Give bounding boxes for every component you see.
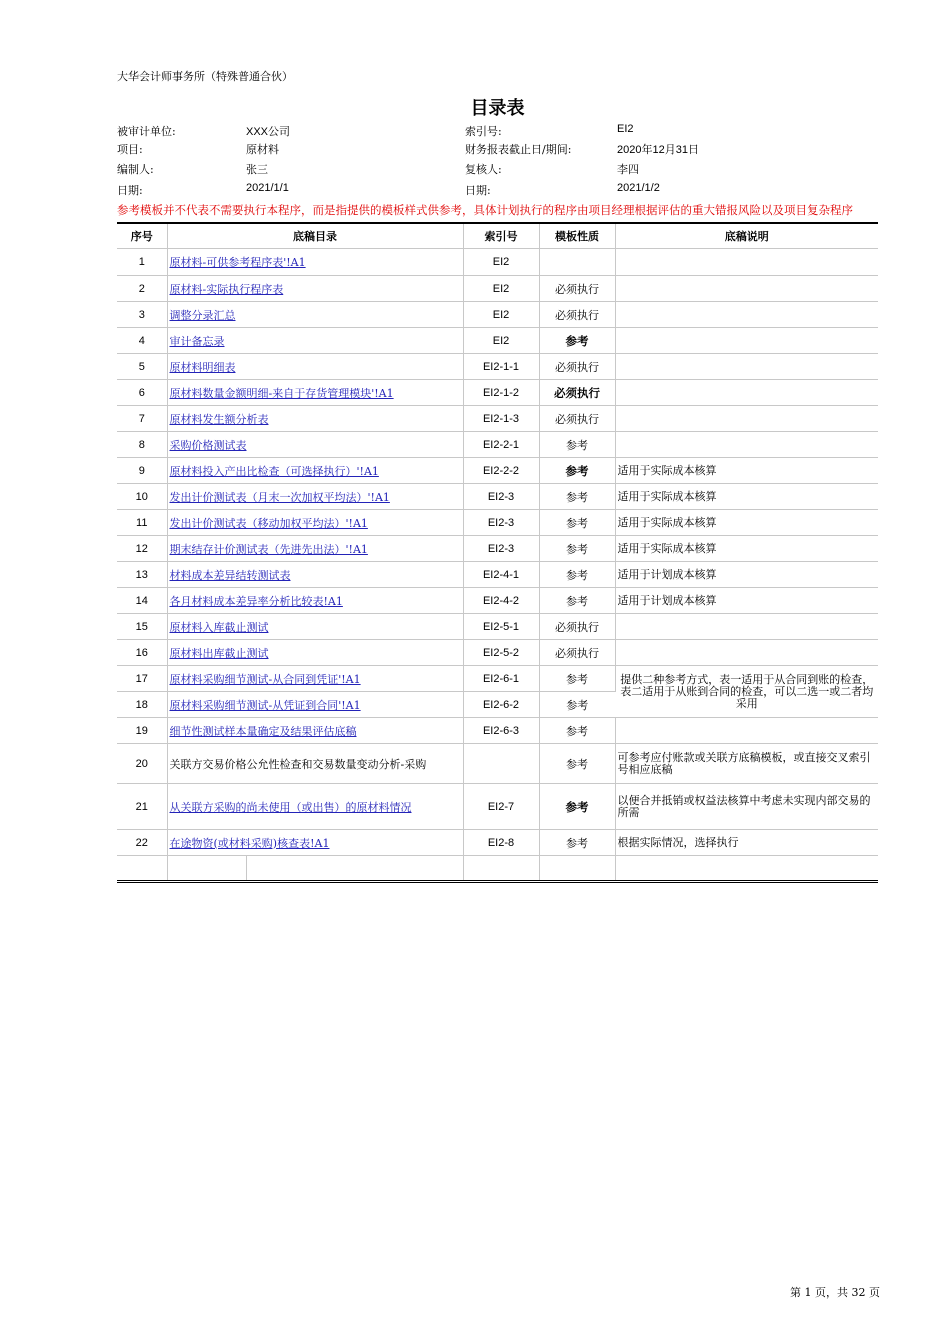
row-name-cell	[167, 276, 463, 302]
workpaper-link[interactable]: 原材料投入产出比检查（可选择执行）'!A1	[169, 464, 379, 478]
row-no: 22	[117, 830, 167, 856]
table-row	[117, 588, 878, 614]
row-nature: 参考	[539, 718, 615, 744]
row-no: 18	[117, 692, 167, 718]
workpaper-name: 关联方交易价格公允性检查和交易数量变动分析-采购	[169, 757, 427, 771]
table-row	[117, 458, 878, 484]
row-no: 19	[117, 718, 167, 744]
row-index: EI2-2-2	[463, 458, 539, 484]
reviewer-value: 李四	[617, 163, 639, 176]
row-desc	[615, 249, 878, 276]
row-desc	[615, 354, 878, 380]
table-row	[117, 744, 878, 784]
col-desc: 底稿说明	[615, 223, 878, 249]
row-name-cell	[167, 510, 463, 536]
row-desc: 以便合并抵销或权益法核算中考虑未实现内部交易的所需	[615, 784, 878, 830]
row-no: 2	[117, 276, 167, 302]
entity-value: XXX公司	[246, 126, 291, 138]
project-value: 原材料	[246, 143, 279, 156]
workpaper-link[interactable]: 期末结存计价测试表（先进先出法）'!A1	[169, 542, 368, 556]
empty-cell	[615, 856, 878, 882]
row-nature: 参考	[539, 432, 615, 458]
table-row	[117, 484, 878, 510]
row-nature	[539, 249, 615, 276]
row-name-cell	[167, 588, 463, 614]
date1-label: 日期:	[117, 184, 143, 197]
row-name-cell	[167, 432, 463, 458]
row-no: 5	[117, 354, 167, 380]
table-row	[117, 432, 878, 458]
row-nature: 必须执行	[539, 354, 615, 380]
table-row	[117, 302, 878, 328]
row-index: EI2	[463, 302, 539, 328]
table-row	[117, 784, 878, 830]
empty-cell	[539, 856, 615, 882]
row-index: EI2-7	[463, 784, 539, 830]
row-index: EI2-4-2	[463, 588, 539, 614]
row-index: EI2-5-1	[463, 614, 539, 640]
row-name-cell	[167, 458, 463, 484]
row-no: 9	[117, 458, 167, 484]
row-name-cell	[167, 692, 463, 718]
row-no: 3	[117, 302, 167, 328]
row-nature: 参考	[539, 784, 615, 830]
row-nature: 参考	[539, 588, 615, 614]
col-index: 索引号	[463, 223, 539, 249]
row-no: 16	[117, 640, 167, 666]
table-row	[117, 718, 878, 744]
date2-label: 日期:	[465, 184, 491, 197]
row-index: EI2	[463, 249, 539, 276]
empty-cell	[117, 856, 167, 882]
workpaper-link[interactable]: 原材料发生额分析表	[169, 412, 269, 426]
empty-cell	[463, 856, 539, 882]
table-row	[117, 640, 878, 666]
table-row	[117, 276, 878, 302]
row-name-cell	[167, 640, 463, 666]
row-no: 4	[117, 328, 167, 354]
workpaper-link[interactable]: 原材料采购细节测试-从凭证到合同'!A1	[169, 698, 361, 712]
date1-value: 2021/1/1	[246, 182, 289, 194]
row-name-cell	[167, 406, 463, 432]
entity-label: 被审计单位:	[117, 125, 176, 138]
row-index: EI2-6-2	[463, 692, 539, 718]
row-index: EI2-2-1	[463, 432, 539, 458]
workpaper-link[interactable]: 发出计价测试表（月末一次加权平均法）'!A1	[169, 490, 390, 504]
row-desc	[615, 328, 878, 354]
workpaper-link[interactable]: 采购价格测试表	[169, 438, 247, 452]
row-name-cell	[167, 354, 463, 380]
row-name-cell	[167, 249, 463, 276]
row-nature: 参考	[539, 562, 615, 588]
row-index: EI2	[463, 276, 539, 302]
row-index: EI2-1-3	[463, 406, 539, 432]
row-nature: 参考	[539, 744, 615, 784]
empty-cell	[167, 856, 463, 882]
catalog-table	[117, 222, 878, 883]
project-label: 项目:	[117, 143, 143, 156]
row-no: 7	[117, 406, 167, 432]
row-name-cell	[167, 718, 463, 744]
row-name-cell	[167, 784, 463, 830]
table-row	[117, 380, 878, 406]
row-name-cell	[167, 830, 463, 856]
workpaper-link[interactable]: 细节性测试样本量确定及结果评估底稿	[169, 724, 357, 738]
row-desc: 适用于实际成本核算	[615, 510, 878, 536]
workpaper-link[interactable]: 调整分录汇总	[169, 308, 236, 322]
row-name-cell	[167, 614, 463, 640]
row-name-cell	[167, 536, 463, 562]
workpaper-link[interactable]: 原材料明细表	[169, 360, 236, 374]
row-no: 13	[117, 562, 167, 588]
table-row	[117, 510, 878, 536]
workpaper-link[interactable]: 原材料入库截止测试	[169, 620, 269, 634]
table-row	[117, 536, 878, 562]
row-nature: 参考	[539, 666, 615, 692]
firm-name: 大华会计师事务所（特殊普通合伙）	[117, 70, 293, 83]
row-no: 8	[117, 432, 167, 458]
reviewer-label: 复核人:	[465, 163, 502, 176]
date2-value: 2021/1/2	[617, 182, 660, 194]
row-no: 12	[117, 536, 167, 562]
row-nature: 必须执行	[539, 406, 615, 432]
row-nature: 参考	[539, 458, 615, 484]
col-no: 序号	[117, 223, 167, 249]
preparer-label: 编制人:	[117, 163, 154, 176]
row-desc: 适用于实际成本核算	[615, 458, 878, 484]
row-name-cell	[167, 744, 463, 784]
row-desc	[615, 432, 878, 458]
row-desc: 提供二种参考方式，表一适用于从合同到账的检查，表二适用于从账到合同的检查，可以二选一或二者均采用	[615, 666, 878, 718]
table-header	[117, 223, 878, 249]
row-index: EI2	[463, 328, 539, 354]
row-desc	[615, 614, 878, 640]
row-no: 11	[117, 510, 167, 536]
workpaper-link[interactable]: 在途物资(或材料采购)核查表!A1	[169, 836, 330, 850]
row-name-cell	[167, 484, 463, 510]
workpaper-link[interactable]: 原材料采购细节测试-从合同到凭证'!A1	[169, 672, 361, 686]
table-row	[117, 562, 878, 588]
workpaper-link[interactable]: 原材料数量金额明细-来自于存货管理模块'!A1	[169, 386, 394, 400]
row-no: 10	[117, 484, 167, 510]
workpaper-link[interactable]: 原材料-实际执行程序表	[169, 282, 284, 296]
row-nature: 参考	[539, 328, 615, 354]
col-nature: 模板性质	[539, 223, 615, 249]
workpaper-link[interactable]: 从关联方采购的尚未使用（或出售）的原材料情况	[169, 800, 412, 814]
workpaper-link[interactable]: 审计备忘录	[169, 334, 225, 348]
row-index: EI2-3	[463, 510, 539, 536]
row-index: EI2-1-1	[463, 354, 539, 380]
row-no: 14	[117, 588, 167, 614]
row-nature: 参考	[539, 830, 615, 856]
row-desc: 适用于计划成本核算	[615, 562, 878, 588]
preparer-value: 张三	[246, 163, 268, 176]
workpaper-link[interactable]: 原材料-可供参考程序表'!A1	[169, 256, 306, 269]
row-nature: 参考	[539, 692, 615, 718]
row-desc: 适用于实际成本核算	[615, 536, 878, 562]
row-no: 20	[117, 744, 167, 784]
empty-row	[117, 856, 878, 882]
row-nature: 参考	[539, 536, 615, 562]
row-index: EI2-5-2	[463, 640, 539, 666]
row-nature: 必须执行	[539, 302, 615, 328]
row-name-cell	[167, 666, 463, 692]
row-name-cell	[167, 562, 463, 588]
row-desc	[615, 718, 878, 744]
col-name: 底稿目录	[167, 223, 463, 249]
page-footer: 第 1 页，共 32 页	[790, 1286, 880, 1299]
table-row	[117, 249, 878, 276]
row-index: EI2-1-2	[463, 380, 539, 406]
row-desc	[615, 276, 878, 302]
warning-note: 参考模板并不代表不需要执行本程序，而是指提供的模板样式供参考，具体计划执行的程序由项目经理根据评估的重大错报风险以及项目复杂程序	[117, 203, 853, 217]
row-desc: 适用于实际成本核算	[615, 484, 878, 510]
row-name-cell	[167, 380, 463, 406]
row-nature: 必须执行	[539, 614, 615, 640]
table-row	[117, 614, 878, 640]
workpaper-link[interactable]: 原材料出库截止测试	[169, 646, 269, 660]
row-nature: 必须执行	[539, 640, 615, 666]
row-index: EI2-3	[463, 536, 539, 562]
row-no: 6	[117, 380, 167, 406]
table-row	[117, 354, 878, 380]
row-nature: 必须执行	[539, 380, 615, 406]
row-name-cell	[167, 328, 463, 354]
index-label: 索引号:	[465, 125, 502, 138]
row-desc	[615, 302, 878, 328]
row-no: 1	[117, 249, 167, 276]
workpaper-link[interactable]: 发出计价测试表（移动加权平均法）'!A1	[169, 516, 368, 530]
page-title: 目录表	[470, 98, 525, 119]
row-no: 17	[117, 666, 167, 692]
table-row	[117, 830, 878, 856]
row-index: EI2-6-1	[463, 666, 539, 692]
row-desc: 根据实际情况，选择执行	[615, 830, 878, 856]
row-desc	[615, 406, 878, 432]
row-no: 15	[117, 614, 167, 640]
row-index: EI2-8	[463, 830, 539, 856]
period-value: 2020年12月31日	[617, 144, 699, 156]
row-desc: 适用于计划成本核算	[615, 588, 878, 614]
row-no: 21	[117, 784, 167, 830]
row-index: EI2-4-1	[463, 562, 539, 588]
workpaper-link[interactable]: 材料成本差异结转测试表	[169, 568, 291, 582]
index-value: EI2	[617, 123, 634, 135]
workpaper-link[interactable]: 各月材料成本差异率分析比较表!A1	[169, 594, 343, 608]
row-nature: 参考	[539, 484, 615, 510]
row-name-cell	[167, 302, 463, 328]
row-nature: 必须执行	[539, 276, 615, 302]
row-nature: 参考	[539, 510, 615, 536]
row-index	[463, 744, 539, 784]
row-index: EI2-3	[463, 484, 539, 510]
table-row	[117, 328, 878, 354]
period-label: 财务报表截止日/期间:	[465, 143, 572, 156]
row-index: EI2-6-3	[463, 718, 539, 744]
table-row	[117, 406, 878, 432]
row-desc	[615, 380, 878, 406]
row-desc: 可参考应付账款或关联方底稿模板，或直接交叉索引号相应底稿	[615, 744, 878, 784]
row-desc	[615, 640, 878, 666]
table-row	[117, 666, 878, 692]
